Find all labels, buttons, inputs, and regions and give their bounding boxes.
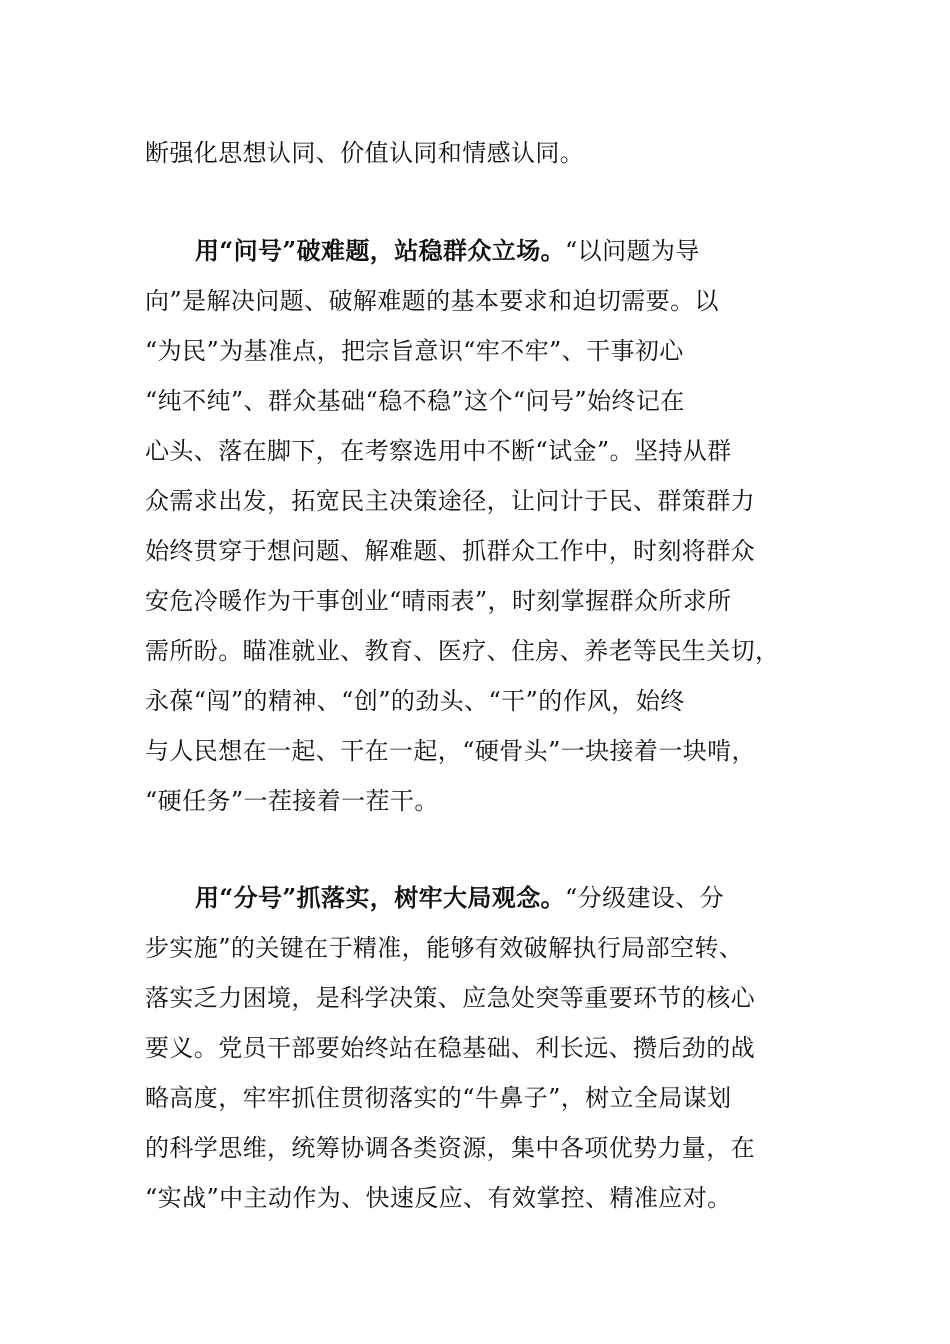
text-line: 向”是解决问题、破解难题的基本要求和迫切需要。以 — [145, 287, 719, 315]
text-line: 的科学思维，统筹协调各类资源，集中各项优势力量，在 — [145, 1134, 755, 1162]
text-line: 略高度，牢牢抓住贯彻落实的“牛鼻子”，树立全局谋划 — [145, 1084, 732, 1112]
paragraph-text: “以问题为导 — [565, 237, 700, 265]
text-line: 与人民想在一起、干在一起，“硬骨头”一块接着一块啃， — [145, 737, 756, 765]
text-line: “纯不纯”、群众基础“稳不稳”这个“问号”始终记在 — [145, 387, 685, 415]
text-line: 落实乏力困境，是科学决策、应急处突等重要环节的核心 — [145, 984, 755, 1012]
paragraph-heading: 用“分号”抓落实，树牢大局观念。 — [195, 883, 566, 912]
paragraph-first-line — [195, 873, 805, 923]
text-line: 永葆“闯”的精神、“创”的劲头、“干”的作风，始终 — [145, 687, 685, 715]
text-line: 始终贯穿于想问题、解难题、抓群众工作中，时刻将群众 — [145, 537, 755, 565]
text-line: 步实施”的关键在于精准，能够有效破解执行局部空转、 — [145, 934, 744, 962]
paragraph-text: “分级建设、分 — [565, 884, 725, 912]
text-line: 安危冷暖作为干事创业“晴雨表”，时刻掌握群众所求所 — [145, 587, 732, 615]
text-line: “实战”中主动作为、快速反应、有效掌控、精准应对。 — [145, 1184, 732, 1212]
text-line: 心头、落在脚下，在考察选用中不断“试金”。坚持从群 — [145, 437, 732, 465]
text-line: 断强化思想认同、价值认同和情感认同。 — [145, 139, 585, 167]
text-line: 众需求出发，拓宽民主决策途径，让问计于民、群策群力 — [145, 487, 755, 515]
text-line: “为民”为基准点，把宗旨意识“牢不牢”、干事初心 — [145, 337, 684, 365]
text-line: 要义。党员干部要始终站在稳基础、利长远、攒后劲的战 — [145, 1034, 755, 1062]
text-line: 需所盼。瞄准就业、教育、医疗、住房、养老等民生关切， — [145, 637, 780, 665]
text-line: “硬任务”一茬接着一茬干。 — [145, 787, 439, 815]
paragraph-first-line — [195, 226, 805, 276]
paragraph-heading: 用“问号”破难题，站稳群众立场。 — [195, 236, 566, 265]
